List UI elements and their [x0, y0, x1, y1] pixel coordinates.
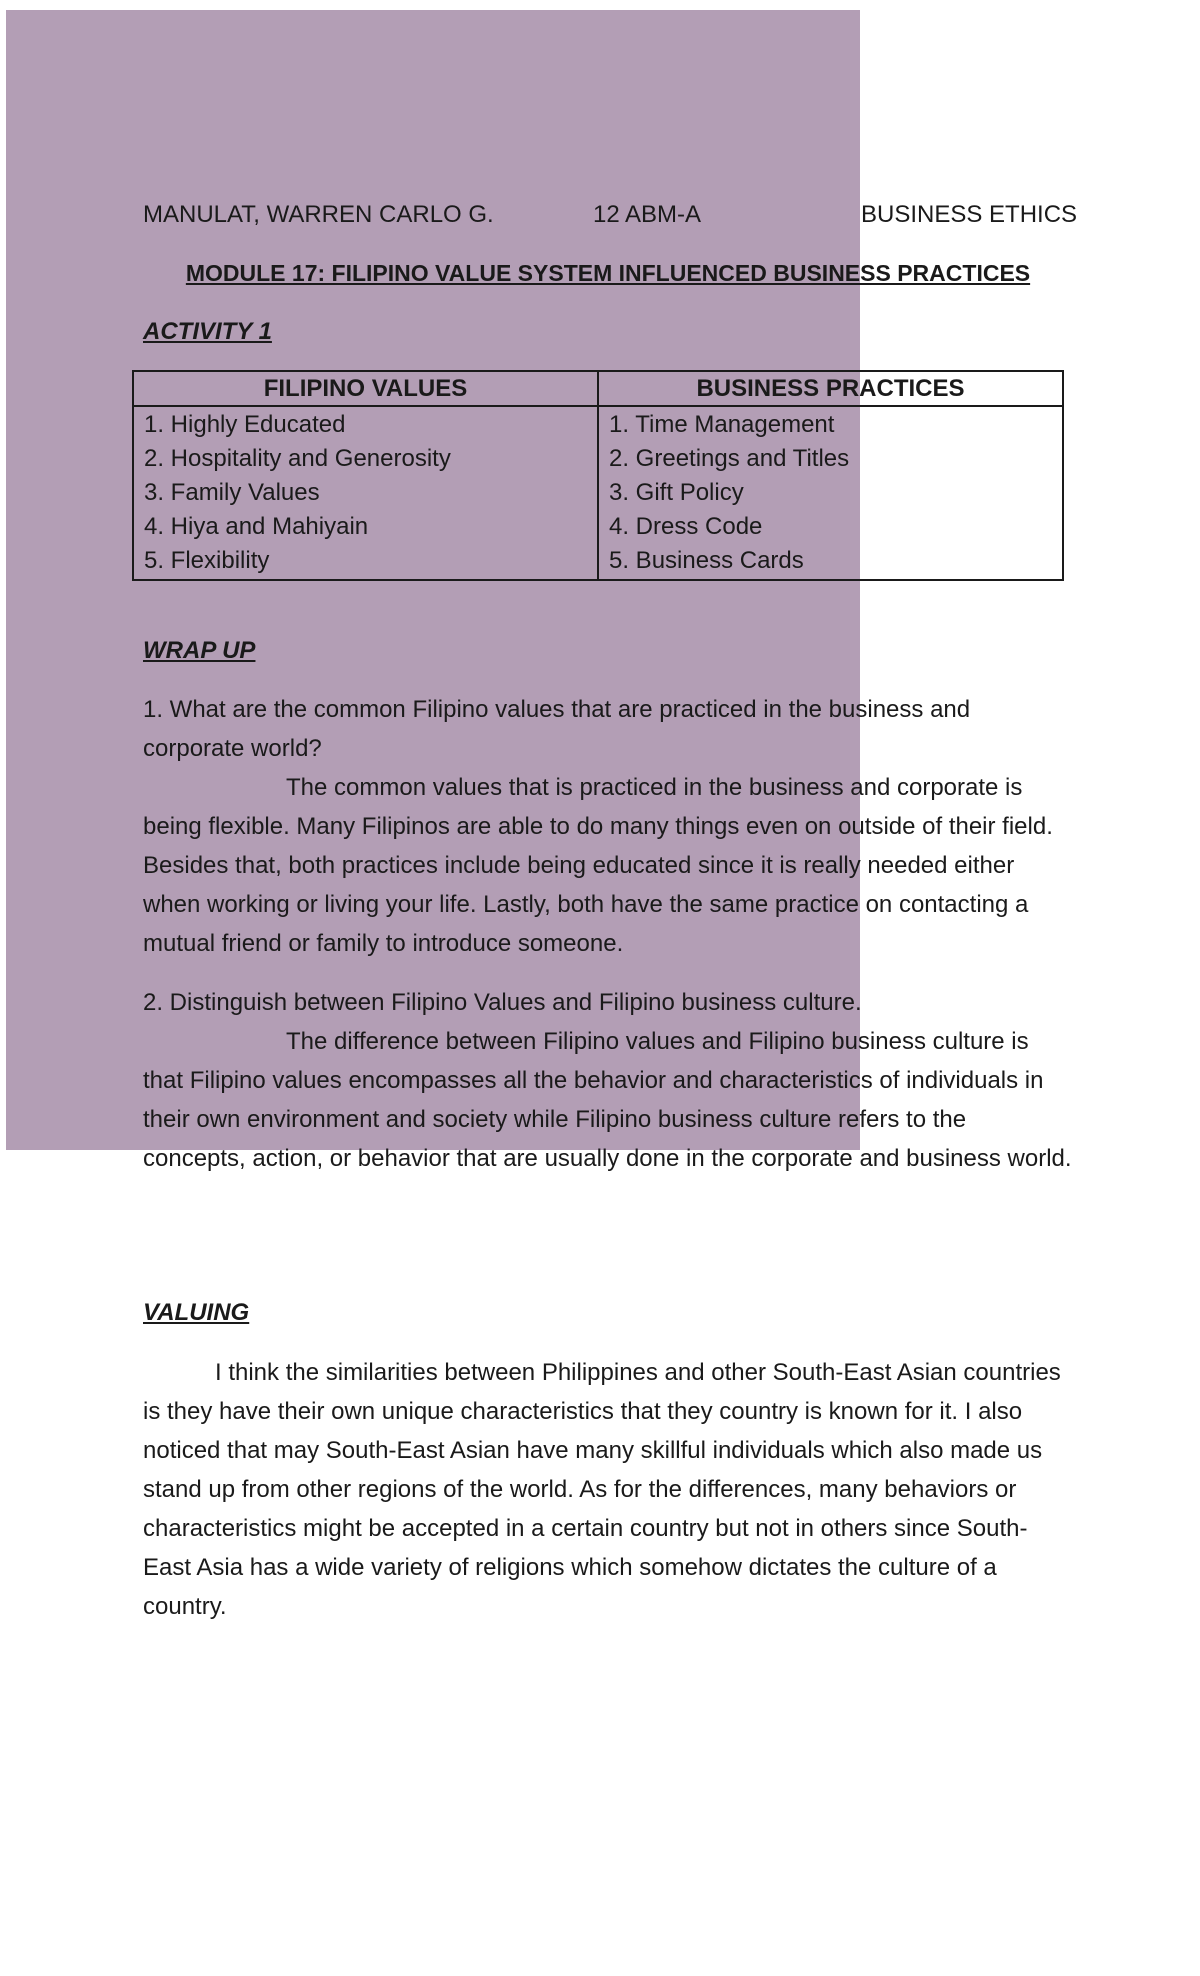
- class-section: 12 ABM-A: [593, 201, 702, 228]
- list-item: 3. Gift Policy: [609, 479, 744, 506]
- list-item: 4. Dress Code: [609, 513, 763, 540]
- wrap-up-label: WRAP UP: [143, 637, 256, 664]
- table-header-row: [133, 371, 1063, 406]
- answer-1: The common values that is practiced in the business and corporate is being flexible. Many Filipinos are able to do many things even on outside of their field. Besides that, both practices include being educated since it is really needed either when working or living your life. Lastly, both have the same practice on contacting a mutual friend or family to introduce someone.: [143, 774, 1053, 957]
- business-practices-cell: [598, 406, 1063, 580]
- list-item: 3. Family Values: [144, 479, 320, 506]
- filipino-values-cell: [133, 406, 598, 580]
- list-item: 2. Hospitality and Generosity: [144, 445, 451, 472]
- valuing-paragraph: I think the similarities between Philippines and other South-East Asian countries is they have their own unique characteristics that they country is known for it. I also noticed that may South-East Asian have many skillful individuals which also made us stand up from other regions of the world. As for the differences, many behaviors or characteristics might be accepted in a certain country but not in others since South-East Asia has a wide variety of religions which somehow dictates the culture of a country.: [143, 1359, 1061, 1620]
- table-row: [133, 406, 1063, 580]
- subject-name: BUSINESS ETHICS: [861, 201, 1078, 228]
- activity-label: ACTIVITY 1: [143, 318, 272, 345]
- list-item: 1. Time Management: [609, 411, 835, 438]
- column-header-business-practices: BUSINESS PRACTICES: [598, 371, 1063, 406]
- list-item: 4. Hiya and Mahiyain: [144, 513, 369, 540]
- module-title: MODULE 17: FILIPINO VALUE SYSTEM INFLUENCED BUSINESS PRACTICES: [185, 260, 1031, 286]
- list-item: 2. Greetings and Titles: [609, 445, 850, 472]
- list-item: 1. Highly Educated: [144, 411, 346, 438]
- question-1: 1. What are the common Filipino values that are practiced in the business and corporate world?: [143, 696, 971, 762]
- list-item: 5. Business Cards: [609, 547, 804, 574]
- wrap-up-question-1-block: [143, 690, 1073, 963]
- header-line: [143, 195, 1078, 231]
- question-2: 2. Distinguish between Filipino Values and Filipino business culture.: [143, 989, 862, 1016]
- list-item: 5. Flexibility: [144, 547, 270, 574]
- valuing-block: [143, 1353, 1073, 1626]
- student-name: MANULAT, WARREN CARLO G.: [143, 201, 494, 228]
- values-table: [132, 370, 1064, 581]
- wrap-up-question-2-block: [143, 983, 1073, 1178]
- column-header-filipino-values: FILIPINO VALUES: [133, 371, 598, 406]
- valuing-label: VALUING: [143, 1299, 250, 1326]
- answer-2: The difference between Filipino values and Filipino business culture is that Filipino values encompasses all the behavior and characteristics of individuals in their own environment and society while Filipino business culture refers to the concepts, action, or behavior that are usually done in the corporate and business world.: [143, 1028, 1072, 1172]
